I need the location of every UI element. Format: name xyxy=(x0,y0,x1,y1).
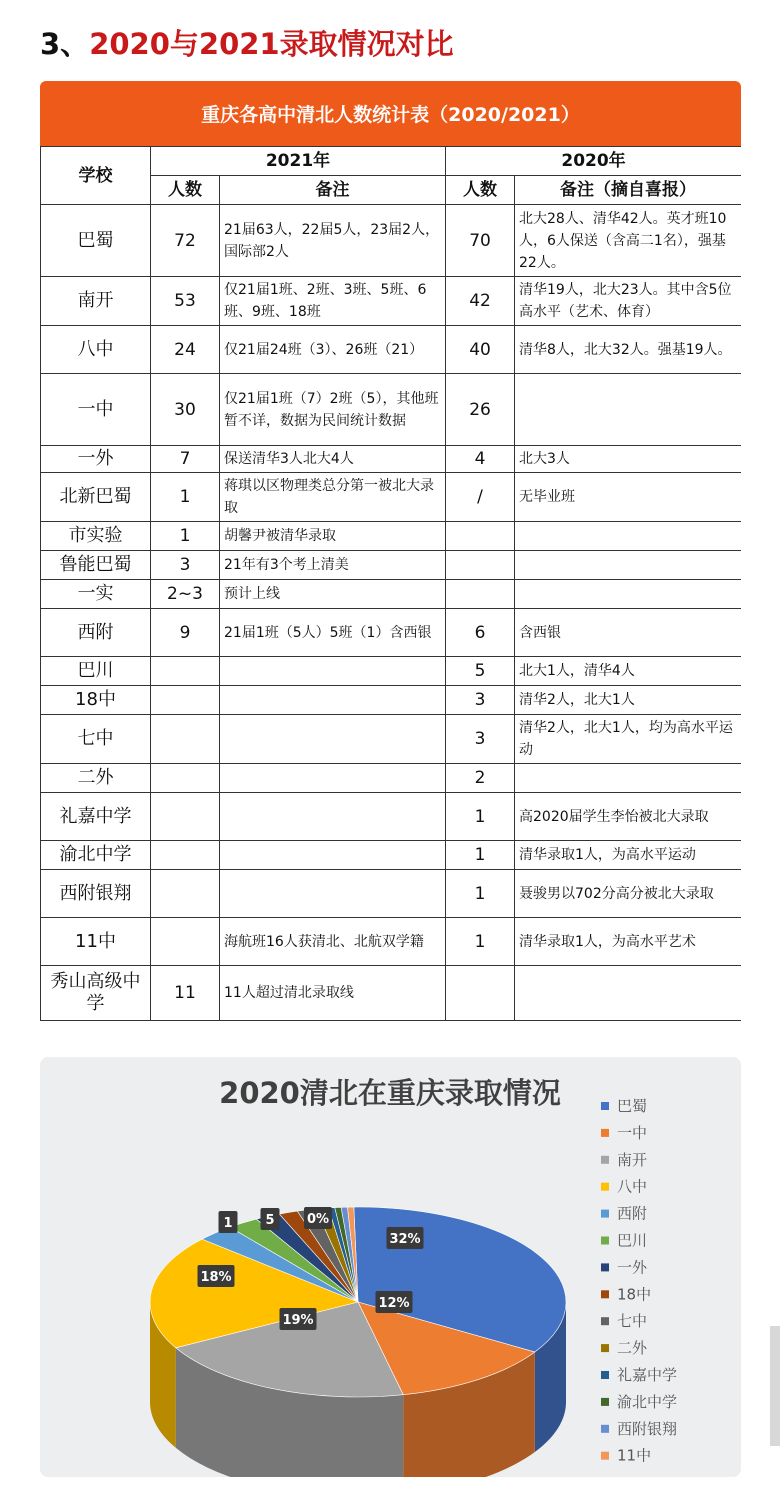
note-2021-cell: 海航班16人获清北、北航双学籍 xyxy=(220,918,446,966)
header-count-2021: 人数 xyxy=(151,176,220,205)
header-note-2021: 备注 xyxy=(220,176,446,205)
section-heading xyxy=(40,22,454,63)
note-2021-cell: 蒋琪以区物理类总分第一被北大录取 xyxy=(220,473,446,522)
note-2021-cell xyxy=(220,657,446,686)
legend-swatch xyxy=(601,1317,609,1325)
table-row xyxy=(41,580,742,609)
count-2021-cell: 7 xyxy=(151,446,220,473)
note-2021-cell xyxy=(220,764,446,793)
table-row xyxy=(41,522,742,551)
count-2021-cell: 53 xyxy=(151,277,220,326)
count-2021-cell xyxy=(151,793,220,841)
table-row xyxy=(41,277,742,326)
school-cell: 北新巴蜀 xyxy=(41,473,151,522)
table-row xyxy=(41,918,742,966)
note-2021-cell: 预计上线 xyxy=(220,580,446,609)
school-cell: 巴蜀 xyxy=(41,205,151,277)
header-2020: 2020年 xyxy=(446,147,741,176)
count-2021-cell: 3 xyxy=(151,551,220,580)
legend-label: 西附 xyxy=(617,1204,648,1223)
legend-swatch xyxy=(601,1344,609,1352)
count-2020-cell: 1 xyxy=(446,870,515,918)
school-cell: 一外 xyxy=(41,446,151,473)
note-2020-cell: 清华录取1人，为高水平艺术 xyxy=(515,918,741,966)
count-2021-cell xyxy=(151,686,220,715)
count-2021-cell: 72 xyxy=(151,205,220,277)
table-row xyxy=(41,473,742,522)
note-2020-cell: 高2020届学生李怡被北大录取 xyxy=(515,793,741,841)
school-cell: 西附银翔 xyxy=(41,870,151,918)
table-title: 重庆各高中清北人数统计表（2020/2021） xyxy=(40,81,741,146)
note-2021-cell xyxy=(220,793,446,841)
legend-swatch xyxy=(601,1156,609,1164)
data-label: 0% xyxy=(306,1212,330,1227)
note-2021-cell: 胡馨尹被清华录取 xyxy=(220,522,446,551)
school-cell: 11中 xyxy=(41,918,151,966)
count-2020-cell: 3 xyxy=(446,686,515,715)
count-2020-cell: 1 xyxy=(446,793,515,841)
count-2021-cell xyxy=(151,841,220,870)
table-row xyxy=(41,326,742,374)
count-2021-cell: 9 xyxy=(151,609,220,657)
note-2020-cell: 含西银 xyxy=(515,609,741,657)
note-2020-cell xyxy=(515,580,741,609)
school-cell: 礼嘉中学 xyxy=(41,793,151,841)
count-2020-cell: 4 xyxy=(446,446,515,473)
note-2021-cell: 仅21届1班、2班、3班、5班、6班、9班、18班 xyxy=(220,277,446,326)
note-2021-cell: 仅21届24班（3）、26班（21） xyxy=(220,326,446,374)
count-2021-cell: 2~3 xyxy=(151,580,220,609)
note-2021-cell xyxy=(220,715,446,764)
legend-label: 巴川 xyxy=(617,1231,648,1250)
note-2021-cell: 21届1班（5人）5班（1）含西银 xyxy=(220,609,446,657)
data-label: 5 xyxy=(265,1213,275,1228)
count-2020-cell: 42 xyxy=(446,277,515,326)
legend-swatch xyxy=(601,1210,609,1218)
school-cell: 18中 xyxy=(41,686,151,715)
school-cell: 鲁能巴蜀 xyxy=(41,551,151,580)
data-label: 1 xyxy=(223,1216,233,1231)
count-2020-cell xyxy=(446,580,515,609)
side-decoration xyxy=(770,1326,780,1446)
note-2021-cell: 仅21届1班（7）2班（5），其他班暂不详，数据为民间统计数据 xyxy=(220,374,446,446)
table-row xyxy=(41,686,742,715)
table-row xyxy=(41,374,742,446)
count-2021-cell: 1 xyxy=(151,522,220,551)
count-2020-cell: 5 xyxy=(446,657,515,686)
count-2020-cell: / xyxy=(446,473,515,522)
note-2021-cell: 21届63人，22届5人，23届2人，国际部2人 xyxy=(220,205,446,277)
legend-swatch xyxy=(601,1371,609,1379)
pie-chart-card xyxy=(40,1057,741,1477)
note-2020-cell xyxy=(515,551,741,580)
legend-label: 七中 xyxy=(617,1312,648,1331)
table-row xyxy=(41,657,742,686)
pie-chart xyxy=(40,1057,741,1477)
count-2021-cell xyxy=(151,870,220,918)
count-2021-cell xyxy=(151,657,220,686)
count-2021-cell: 1 xyxy=(151,473,220,522)
count-2020-cell xyxy=(446,522,515,551)
note-2020-cell: 清华19人，北大23人。其中含5位高水平（艺术、体育） xyxy=(515,277,741,326)
school-cell: 市实验 xyxy=(41,522,151,551)
note-2020-cell: 清华2人，北大1人，均为高水平运动 xyxy=(515,715,741,764)
legend-label: 南开 xyxy=(617,1150,648,1169)
count-2020-cell: 3 xyxy=(446,715,515,764)
note-2020-cell xyxy=(515,374,741,446)
header-2021: 2021年 xyxy=(151,147,446,176)
legend-label: 二外 xyxy=(617,1339,648,1358)
count-2020-cell: 26 xyxy=(446,374,515,446)
count-2021-cell: 30 xyxy=(151,374,220,446)
stats-table xyxy=(40,146,741,1021)
legend-swatch xyxy=(601,1237,609,1245)
chart-title: 2020清北在重庆录取情况 xyxy=(219,1076,561,1110)
school-cell: 八中 xyxy=(41,326,151,374)
table-row xyxy=(41,841,742,870)
legend-swatch xyxy=(601,1398,609,1406)
legend-swatch xyxy=(601,1263,609,1271)
table-row xyxy=(41,793,742,841)
note-2020-cell: 聂骏男以702分高分被北大录取 xyxy=(515,870,741,918)
note-2020-cell xyxy=(515,966,741,1021)
note-2020-cell: 无毕业班 xyxy=(515,473,741,522)
note-2021-cell xyxy=(220,686,446,715)
school-cell: 南开 xyxy=(41,277,151,326)
legend-label: 一外 xyxy=(617,1258,648,1277)
note-2021-cell: 11人超过清北录取线 xyxy=(220,966,446,1021)
legend-label: 八中 xyxy=(617,1177,648,1196)
school-cell: 渝北中学 xyxy=(41,841,151,870)
header-note-2020: 备注（摘自喜报） xyxy=(515,176,741,205)
legend-label: 渝北中学 xyxy=(617,1392,678,1411)
school-cell: 七中 xyxy=(41,715,151,764)
note-2020-cell: 北大1人，清华4人 xyxy=(515,657,741,686)
count-2020-cell: 1 xyxy=(446,841,515,870)
school-cell: 秀山高级中学 xyxy=(41,966,151,1021)
note-2021-cell: 21年有3个考上清美 xyxy=(220,551,446,580)
legend-swatch xyxy=(601,1452,609,1460)
legend-label: 18中 xyxy=(617,1285,652,1304)
data-label: 12% xyxy=(378,1296,410,1311)
chart-legend xyxy=(601,1097,677,1465)
table-row xyxy=(41,870,742,918)
count-2020-cell: 2 xyxy=(446,764,515,793)
legend-label: 西附银翔 xyxy=(617,1419,678,1438)
count-2021-cell xyxy=(151,715,220,764)
legend-swatch xyxy=(601,1290,609,1298)
table-row xyxy=(41,446,742,473)
table-row xyxy=(41,966,742,1021)
section-title: 2020与2021录取情况对比 xyxy=(89,27,454,61)
note-2020-cell: 清华录取1人，为高水平运动 xyxy=(515,841,741,870)
count-2020-cell: 1 xyxy=(446,918,515,966)
stats-table-card xyxy=(40,81,741,1036)
note-2021-cell xyxy=(220,870,446,918)
legend-swatch xyxy=(601,1183,609,1191)
table-row xyxy=(41,609,742,657)
table-body xyxy=(41,205,742,1021)
table-row xyxy=(41,715,742,764)
count-2021-cell xyxy=(151,918,220,966)
school-cell: 一中 xyxy=(41,374,151,446)
note-2020-cell xyxy=(515,522,741,551)
legend-label: 一中 xyxy=(617,1123,648,1142)
count-2020-cell: 6 xyxy=(446,609,515,657)
legend-label: 礼嘉中学 xyxy=(617,1366,678,1384)
header-count-2020: 人数 xyxy=(446,176,515,205)
note-2020-cell: 清华2人，北大1人 xyxy=(515,686,741,715)
note-2020-cell: 北大3人 xyxy=(515,446,741,473)
legend-label: 11中 xyxy=(617,1446,652,1465)
header-school: 学校 xyxy=(41,147,151,205)
note-2021-cell: 保送清华3人北大4人 xyxy=(220,446,446,473)
data-label: 32% xyxy=(389,1232,421,1247)
count-2020-cell xyxy=(446,551,515,580)
count-2020-cell: 40 xyxy=(446,326,515,374)
school-cell: 二外 xyxy=(41,764,151,793)
count-2020-cell xyxy=(446,966,515,1021)
school-cell: 西附 xyxy=(41,609,151,657)
school-cell: 巴川 xyxy=(41,657,151,686)
note-2021-cell xyxy=(220,841,446,870)
school-cell: 一实 xyxy=(41,580,151,609)
count-2021-cell: 24 xyxy=(151,326,220,374)
section-number: 3、 xyxy=(40,27,90,61)
note-2020-cell xyxy=(515,764,741,793)
count-2020-cell: 70 xyxy=(446,205,515,277)
pie-group xyxy=(150,1207,566,1477)
count-2021-cell xyxy=(151,764,220,793)
note-2020-cell: 清华8人，北大32人。强基19人。 xyxy=(515,326,741,374)
table-row xyxy=(41,551,742,580)
data-label: 18% xyxy=(200,1270,232,1285)
legend-swatch xyxy=(601,1102,609,1110)
legend-swatch xyxy=(601,1425,609,1433)
count-2021-cell: 11 xyxy=(151,966,220,1021)
legend-swatch xyxy=(601,1129,609,1137)
legend-label: 巴蜀 xyxy=(617,1097,648,1115)
table-row xyxy=(41,764,742,793)
table-row xyxy=(41,205,742,277)
data-label: 19% xyxy=(282,1313,314,1328)
note-2020-cell: 北大28人、清华42人。英才班10人，6人保送（含高二1名），强基22人。 xyxy=(515,205,741,277)
